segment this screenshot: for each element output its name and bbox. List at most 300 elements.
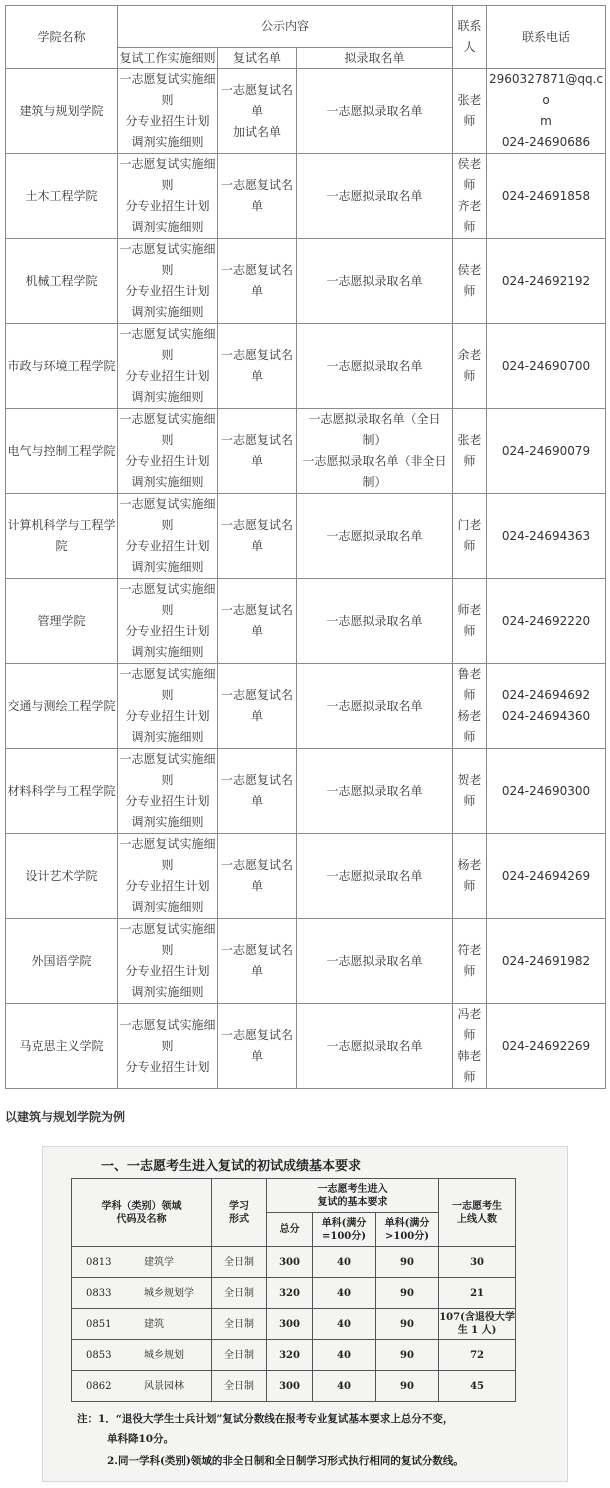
admit-cell-line: 一志愿拟录取名单 <box>326 188 423 203</box>
retest-cell <box>218 154 297 239</box>
contact-cell-line: 张老 <box>457 93 482 107</box>
rules-cell-line: 则 <box>161 178 174 192</box>
retest-cell-line: 一志愿复试名 <box>220 1028 293 1042</box>
contact-cell-line: 师 <box>463 730 476 744</box>
admit-cell <box>297 1004 453 1089</box>
college-cell <box>6 239 118 324</box>
rules-cell-line: 分专业招生计划 <box>125 539 210 553</box>
rules-cell-line: 分专业招生计划 <box>125 284 210 298</box>
admit-cell <box>297 664 453 749</box>
req-header-quota <box>439 1179 516 1247</box>
rules-cell-line: 一志愿复试实施细 <box>119 327 216 341</box>
publicity-table <box>5 5 606 1089</box>
college-cell <box>6 494 118 579</box>
phone-cell <box>487 579 606 664</box>
admit-cell-line: 一志愿拟录取名单 <box>326 103 423 118</box>
discipline-name: 建筑 <box>144 1318 164 1330</box>
retest-cell-line: 一志愿复试名 <box>220 178 293 192</box>
admit-cell-line: 一志愿拟录取名单 <box>326 358 423 373</box>
total-cell: 300 <box>267 1309 313 1340</box>
college-cell <box>6 834 118 919</box>
phone-cell-line: 024-24694363 <box>501 528 591 543</box>
table-row <box>6 494 606 579</box>
phone-cell <box>487 494 606 579</box>
rules-cell-line: 分专业招生计划 <box>125 624 210 638</box>
contact-cell-line: 杨老 <box>457 858 482 872</box>
rules-cell-line: 则 <box>161 943 174 957</box>
rules-cell-line: 则 <box>161 603 174 617</box>
college-cell-line: 市政与环境工程学院 <box>7 358 116 373</box>
table-row <box>6 664 606 749</box>
admit-cell <box>297 494 453 579</box>
contact-cell-line: 师老 <box>457 603 482 617</box>
req-header-line: >100分) <box>385 1230 429 1242</box>
phone-cell-line: 024-24692269 <box>501 1038 591 1053</box>
quota-cell: 45 <box>439 1371 516 1402</box>
rules-cell <box>118 834 218 919</box>
quota-cell: 30 <box>439 1247 516 1278</box>
table-row <box>6 239 606 324</box>
contact-cell <box>453 239 487 324</box>
rules-cell-line: 分专业招生计划 <box>125 709 210 723</box>
college-cell <box>6 69 118 154</box>
contact-cell-line: 贺老 <box>457 773 482 787</box>
example-heading: 以建筑与规划学院为例 <box>5 1110 126 1124</box>
admit-cell-line: 一志愿拟录取名单 <box>326 953 423 968</box>
phone-cell-line: m <box>540 114 552 128</box>
quota-cell: 21 <box>439 1278 516 1309</box>
rules-cell <box>118 239 218 324</box>
contact-cell-line: 门老 <box>457 518 482 532</box>
contact-cell-line: 韩老 <box>457 1049 482 1063</box>
discipline-code: 0833 <box>86 1287 112 1299</box>
req-header-line: 学科（类别）领域 <box>101 1200 182 1212</box>
phone-cell-line: 024-24690700 <box>501 358 591 373</box>
retest-cell <box>218 749 297 834</box>
admit-cell <box>297 919 453 1004</box>
rules-cell-line: 则 <box>161 773 174 787</box>
phone-cell-line: 024-24692192 <box>501 273 591 288</box>
retest-cell-line: 单 <box>250 879 263 893</box>
header-retest <box>218 48 297 69</box>
retest-cell-line: 单 <box>250 1049 263 1063</box>
req-header-line: 形式 <box>229 1213 249 1225</box>
rules-cell-line: 一志愿复试实施细 <box>119 157 216 171</box>
requirement-row <box>72 1340 516 1371</box>
discipline-code: 0813 <box>86 1256 112 1268</box>
mode-cell: 全日制 <box>212 1340 267 1371</box>
note-1-line-1: 注：1．“退役大学生士兵计划”复试分数线在报考专业复试基本要求上总分不变， <box>77 1413 454 1425</box>
table-row <box>6 69 606 154</box>
retest-cell-line: 一志愿复试名 <box>220 433 293 447</box>
contact-cell <box>453 834 487 919</box>
single-gt100-cell: 90 <box>376 1340 439 1371</box>
header-rules <box>118 48 218 69</box>
phone-cell-line: 024-24690079 <box>501 443 591 458</box>
total-cell: 320 <box>267 1340 313 1371</box>
admit-cell-line: 一志愿拟录取名单 <box>326 1038 423 1053</box>
requirements-title: 一、一志愿考生进入复试的初试成绩基本要求 <box>101 1159 362 1174</box>
admit-cell <box>297 409 453 494</box>
mode-cell: 全日制 <box>212 1278 267 1309</box>
req-header-discipline <box>72 1179 212 1247</box>
rules-cell-line: 调剂实施细则 <box>131 985 204 999</box>
college-cell-line: 院 <box>55 539 68 553</box>
phone-cell-line: 024-24694692 <box>501 688 591 702</box>
retest-cell-line: 单 <box>250 624 263 638</box>
req-header-line: 学习 <box>229 1200 249 1212</box>
rules-cell-line: 分专业招生计划 <box>125 369 210 383</box>
admit-cell-line: 一志愿拟录取名单 <box>326 698 423 713</box>
discipline-code: 0851 <box>86 1318 112 1330</box>
contact-cell-line: 师 <box>463 454 476 468</box>
rules-cell <box>118 579 218 664</box>
retest-cell-line: 一志愿复试名 <box>220 518 293 532</box>
rules-cell <box>118 1004 218 1089</box>
header-contact <box>453 6 487 69</box>
contact-cell-line: 师 <box>463 114 476 128</box>
retest-cell-line: 一志愿复试名 <box>220 348 293 362</box>
contact-cell-line: 师 <box>463 624 476 638</box>
single100-cell: 40 <box>313 1340 376 1371</box>
req-header-line: 复试的基本要求 <box>317 1196 388 1208</box>
college-cell-line: 交通与测绘工程学院 <box>7 698 116 713</box>
college-cell <box>6 1004 118 1089</box>
retest-cell-line: 一志愿复试名 <box>220 943 293 957</box>
header-college-label: 学院名称 <box>37 29 86 44</box>
admit-cell <box>297 69 453 154</box>
college-cell-line: 计算机科学与工程学 <box>7 518 116 532</box>
retest-cell-line: 一志愿复试名 <box>220 688 293 702</box>
phone-cell <box>487 664 606 749</box>
rules-cell-line: 调剂实施细则 <box>131 390 204 404</box>
header-college <box>6 6 118 69</box>
scanned-requirements-image <box>42 1146 568 1482</box>
rules-cell-line: 一志愿复试实施细 <box>119 412 216 426</box>
rules-cell-line: 一志愿复试实施细 <box>119 582 216 596</box>
rules-cell <box>118 749 218 834</box>
rules-cell-line: 则 <box>161 263 174 277</box>
rules-cell-line: 一志愿复试实施细 <box>119 72 216 86</box>
discipline-cell <box>72 1278 212 1309</box>
table-row <box>6 749 606 834</box>
rules-cell-line: 调剂实施细则 <box>131 560 204 574</box>
discipline-cell <box>72 1309 212 1340</box>
phone-cell-line: 024-24694360 <box>501 709 591 723</box>
admit-cell-line: 一志愿拟录取名单 <box>326 613 423 628</box>
retest-cell <box>218 1004 297 1089</box>
req-header-line: 单科(满分 <box>321 1217 367 1229</box>
phone-cell-line: 2960327871@qq.co <box>489 72 604 107</box>
contact-cell-line: 师 <box>463 220 476 234</box>
college-cell-line: 机械工程学院 <box>25 273 98 288</box>
phone-cell <box>487 834 606 919</box>
phone-cell <box>487 919 606 1004</box>
phone-cell-line: 024-24691858 <box>501 188 591 203</box>
contact-cell-line: 师 <box>463 369 476 383</box>
requirements-table <box>71 1178 516 1402</box>
total-cell: 300 <box>267 1371 313 1402</box>
total-cell: 300 <box>267 1247 313 1278</box>
contact-cell-line: 张老 <box>457 433 482 447</box>
college-cell-line: 外国语学院 <box>31 953 92 968</box>
rules-cell-line: 则 <box>161 433 174 447</box>
college-cell-line: 材料科学与工程学院 <box>7 783 116 798</box>
table-row <box>6 409 606 494</box>
rules-cell <box>118 324 218 409</box>
college-cell <box>6 154 118 239</box>
mode-cell: 全日制 <box>212 1371 267 1402</box>
retest-cell-line: 单 <box>250 199 263 213</box>
table-row <box>6 1004 606 1089</box>
retest-cell <box>218 494 297 579</box>
discipline-cell <box>72 1340 212 1371</box>
req-header-total-label: 总分 <box>279 1224 300 1235</box>
contact-cell-line: 师 <box>463 1028 476 1042</box>
discipline-name: 风景园林 <box>144 1380 184 1392</box>
college-cell <box>6 919 118 1004</box>
phone-cell <box>487 154 606 239</box>
rules-cell-line: 调剂实施细则 <box>131 220 204 234</box>
requirement-row <box>72 1278 516 1309</box>
table-row <box>6 919 606 1004</box>
total-cell: 320 <box>267 1278 313 1309</box>
retest-cell <box>218 579 297 664</box>
contact-cell-line: 师 <box>463 879 476 893</box>
single100-cell: 40 <box>313 1309 376 1340</box>
table-row <box>6 579 606 664</box>
admit-cell-line: 制） <box>362 433 387 447</box>
rules-cell-line: 分专业招生计划 <box>125 199 210 213</box>
table-row <box>6 834 606 919</box>
college-cell <box>6 579 118 664</box>
single100-cell: 40 <box>313 1278 376 1309</box>
rules-cell-line: 一志愿复试实施细 <box>119 497 216 511</box>
req-header-basic <box>267 1179 439 1213</box>
contact-cell-line: 师 <box>463 539 476 553</box>
admit-cell-line: 制） <box>362 475 387 489</box>
retest-cell-line: 单 <box>250 709 263 723</box>
rules-cell-line: 则 <box>161 1038 174 1053</box>
retest-cell-line: 单 <box>250 284 263 298</box>
req-header-line: 代码及名称 <box>116 1213 167 1225</box>
header-phone <box>487 6 606 69</box>
rules-cell-line: 一志愿复试实施细 <box>119 667 216 681</box>
retest-cell <box>218 409 297 494</box>
rules-cell-line: 分专业招生计划 <box>125 454 210 468</box>
retest-cell <box>218 69 297 154</box>
admit-cell <box>297 834 453 919</box>
admit-cell <box>297 579 453 664</box>
admit-cell <box>297 154 453 239</box>
header-retest-label: 复试名单 <box>232 51 281 65</box>
header-phone-label: 联系电话 <box>522 29 571 44</box>
header-rules-label: 复试工作实施细则 <box>119 51 216 65</box>
header-admit-label: 拟录取名单 <box>344 51 405 65</box>
single-gt100-cell: 90 <box>376 1371 439 1402</box>
phone-cell-line: 024-24690686 <box>501 135 591 149</box>
college-cell <box>6 749 118 834</box>
quota-cell: 72 <box>439 1340 516 1371</box>
college-cell <box>6 664 118 749</box>
discipline-cell <box>72 1247 212 1278</box>
rules-cell-line: 调剂实施细则 <box>131 900 204 914</box>
contact-cell <box>453 919 487 1004</box>
req-header-single-gt100 <box>376 1213 439 1247</box>
single100-cell: 40 <box>313 1371 376 1402</box>
retest-cell <box>218 324 297 409</box>
contact-cell-line: 侯老 <box>457 157 482 171</box>
college-cell-line: 马克思主义学院 <box>19 1038 104 1053</box>
table-row <box>6 324 606 409</box>
admit-cell-line: 一志愿拟录取名单 <box>326 868 423 883</box>
phone-cell-line: 024-24691982 <box>501 953 591 968</box>
contact-cell <box>453 1004 487 1089</box>
admit-cell-line: 一志愿拟录取名单（非全日 <box>302 454 447 468</box>
header-admit <box>297 48 453 69</box>
phone-cell-line: 024-24690300 <box>501 783 591 798</box>
retest-cell-line: 一志愿复试名 <box>220 603 293 617</box>
header-content <box>118 6 453 48</box>
rules-cell-line: 调剂实施细则 <box>131 730 204 744</box>
retest-cell-line: 单 <box>250 454 263 468</box>
discipline-cell <box>72 1371 212 1402</box>
rules-cell-line: 分专业招生计划 <box>125 114 210 128</box>
requirement-row <box>72 1371 516 1402</box>
rules-cell-line: 一志愿复试实施细 <box>119 922 216 936</box>
rules-cell-line: 调剂实施细则 <box>131 305 204 319</box>
header-contact-line: 联系 <box>457 19 482 33</box>
retest-cell-line: 一志愿复试名 <box>220 773 293 787</box>
rules-cell-line: 分专业招生计划 <box>125 964 210 978</box>
contact-cell <box>453 579 487 664</box>
college-cell-line: 管理学院 <box>37 613 86 628</box>
discipline-name: 建筑学 <box>144 1256 174 1268</box>
req-header-total <box>267 1213 313 1247</box>
phone-cell <box>487 239 606 324</box>
rules-cell <box>118 409 218 494</box>
single-gt100-cell: 90 <box>376 1247 439 1278</box>
note-2: 2.同一学科(类别)领域的非全日制和全日制学习形式执行相同的复试分数线。 <box>107 1455 464 1467</box>
single-gt100-cell: 90 <box>376 1309 439 1340</box>
phone-cell <box>487 69 606 154</box>
req-header-line: 上线人数 <box>457 1213 498 1225</box>
mode-cell: 全日制 <box>212 1309 267 1340</box>
phone-cell <box>487 1004 606 1089</box>
note-1-line-2: 单科降10分。 <box>107 1433 175 1445</box>
table-row <box>6 154 606 239</box>
rules-cell-line: 一志愿复试实施细 <box>119 837 216 851</box>
contact-cell <box>453 494 487 579</box>
rules-cell-line: 一志愿复试实施细 <box>119 242 216 256</box>
rules-cell-line: 调剂实施细则 <box>131 645 204 659</box>
admit-cell-line: 一志愿拟录取名单 <box>326 783 423 798</box>
retest-cell <box>218 919 297 1004</box>
contact-cell-line: 余老 <box>457 348 482 362</box>
quota-cell: 107(含退役大学生 1 人) <box>439 1309 516 1340</box>
contact-cell-line: 师 <box>463 688 476 702</box>
rules-cell-line: 分专业招生计划 <box>125 794 210 808</box>
retest-cell-line: 单 <box>250 103 263 118</box>
retest-cell <box>218 664 297 749</box>
retest-cell-line: 单 <box>250 539 263 553</box>
discipline-code: 0853 <box>86 1349 112 1361</box>
retest-cell-line: 一志愿复试名 <box>220 82 293 97</box>
contact-cell-line: 师 <box>463 964 476 978</box>
admit-cell-line: 一志愿拟录取名单 <box>326 273 423 288</box>
retest-cell <box>218 239 297 324</box>
admit-cell <box>297 749 453 834</box>
phone-cell-line: 024-24694269 <box>501 868 591 883</box>
college-cell-line: 土木工程学院 <box>25 188 98 203</box>
retest-cell-line: 一志愿复试名 <box>220 858 293 872</box>
single100-cell: 40 <box>313 1247 376 1278</box>
college-cell-line: 设计艺术学院 <box>25 868 98 883</box>
header-contact-line: 人 <box>463 40 476 54</box>
req-header-mode <box>212 1179 267 1247</box>
contact-cell <box>453 664 487 749</box>
retest-cell-line: 一志愿复试名 <box>220 263 293 277</box>
req-header-line: =100分) <box>322 1230 366 1242</box>
college-cell-line: 电气与控制工程学院 <box>7 443 116 458</box>
contact-cell <box>453 154 487 239</box>
requirements-notes <box>77 1409 557 1471</box>
rules-cell-line: 则 <box>161 518 174 532</box>
rules-cell-line: 调剂实施细则 <box>131 135 204 149</box>
single-gt100-cell: 90 <box>376 1278 439 1309</box>
college-cell <box>6 324 118 409</box>
contact-cell-line: 侯老 <box>457 263 482 277</box>
contact-cell-line: 师 <box>463 284 476 298</box>
rules-cell-line: 分专业招生计划 <box>125 879 210 893</box>
contact-cell <box>453 749 487 834</box>
phone-cell <box>487 409 606 494</box>
contact-cell-line: 符老 <box>457 943 482 957</box>
contact-cell-line: 杨老 <box>457 709 482 723</box>
admit-cell <box>297 239 453 324</box>
college-cell-line: 建筑与规划学院 <box>19 103 104 118</box>
contact-cell-line: 师 <box>463 1070 476 1084</box>
contact-cell-line: 齐老 <box>457 199 482 213</box>
admit-cell <box>297 324 453 409</box>
rules-cell <box>118 154 218 239</box>
mode-cell: 全日制 <box>212 1247 267 1278</box>
discipline-name: 城乡规划学 <box>144 1287 194 1299</box>
retest-cell-line: 加试名单 <box>232 124 281 139</box>
discipline-code: 0862 <box>86 1380 112 1392</box>
college-cell <box>6 409 118 494</box>
contact-cell-line: 师 <box>463 794 476 808</box>
admit-cell-line: 一志愿拟录取名单（全日 <box>308 412 441 426</box>
rules-cell-line: 调剂实施细则 <box>131 475 204 489</box>
rules-cell <box>118 494 218 579</box>
contact-cell-line: 师 <box>463 178 476 192</box>
retest-cell-line: 单 <box>250 964 263 978</box>
rules-cell <box>118 69 218 154</box>
phone-cell <box>487 749 606 834</box>
rules-cell-line: 一志愿复试实施细 <box>119 1017 216 1032</box>
req-header-line: 单科(满分 <box>384 1217 430 1229</box>
retest-cell-line: 单 <box>250 794 263 808</box>
phone-cell <box>487 324 606 409</box>
requirement-row <box>72 1247 516 1278</box>
header-content-label: 公示内容 <box>261 19 310 33</box>
rules-cell-line: 调剂实施细则 <box>131 815 204 829</box>
rules-cell-line: 则 <box>161 93 174 107</box>
rules-cell <box>118 664 218 749</box>
admit-cell-line: 一志愿拟录取名单 <box>326 528 423 543</box>
contact-cell <box>453 409 487 494</box>
